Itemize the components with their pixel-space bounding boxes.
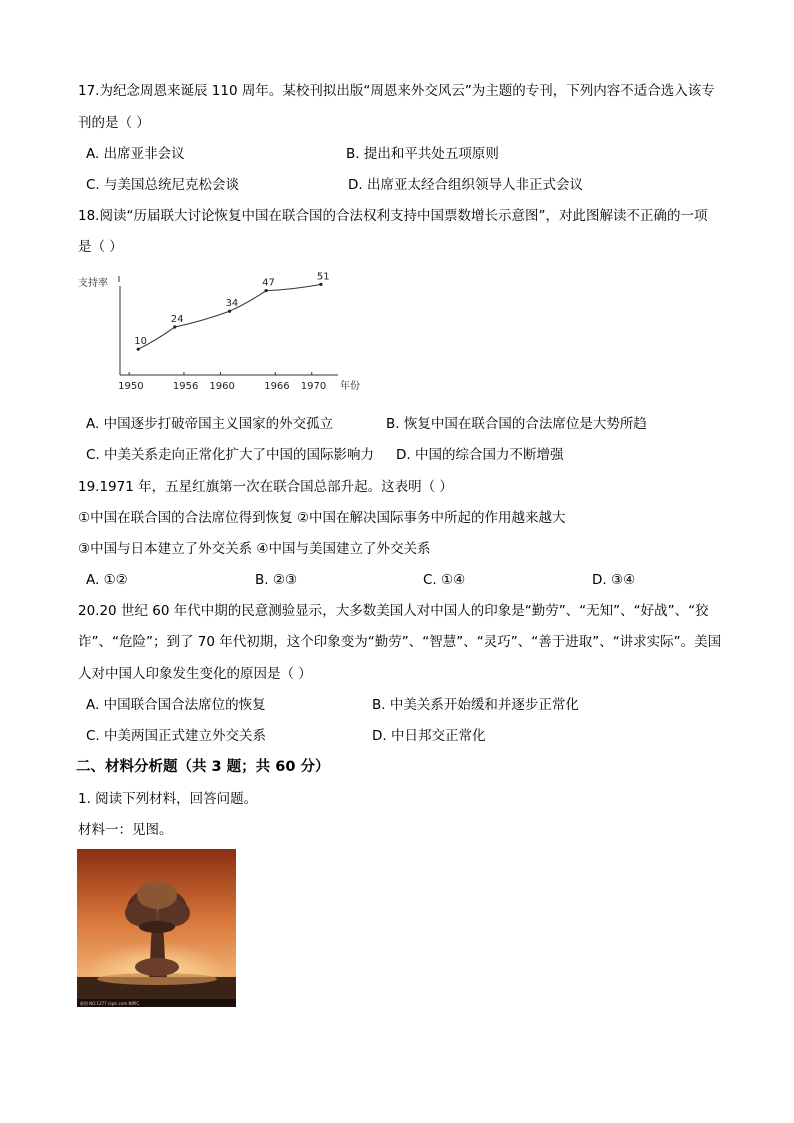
chart-ylabel: 支持率 [78, 278, 108, 289]
q18-option-a[interactable]: A. 中国逐步打破帝国主义国家的外交孤立 [86, 416, 334, 432]
x-tick-label: 1970 [300, 381, 327, 392]
photo-caption: 昵图 NO.1277 nipic.com NIPIC [80, 1001, 140, 1006]
q18-stem-line2: 是（ ） [78, 239, 123, 255]
section2-heading: 二、材料分析题（共 3 题；共 60 分） [76, 759, 330, 775]
q18-option-b[interactable]: B. 恢复中国在联合国的合法席位是大势所趋 [386, 416, 647, 432]
q17-option-c[interactable]: C. 与美国总统尼克松会谈 [86, 177, 240, 193]
data-point [173, 325, 176, 328]
data-label: 10 [134, 336, 147, 348]
q19-stem-line2: ①中国在联合国的合法席位得到恢复 ②中国在解决国际事务中所起的作用越来越大 [78, 510, 566, 526]
data-point [319, 283, 322, 286]
q19-stem-line1: 19.1971 年，五星红旗第一次在联合国总部升起。这表明（ ） [78, 479, 453, 495]
q17-option-b[interactable]: B. 提出和平共处五项原则 [346, 146, 499, 162]
q17-option-d[interactable]: D. 出席亚太经合组织领导人非正式会议 [348, 177, 583, 193]
support-vote-chart [78, 270, 378, 395]
data-point [137, 348, 140, 351]
chart-xlabel: 年份 [340, 381, 360, 392]
material1-label: 材料一：见图。 [78, 822, 173, 838]
q17-stem-line2: 刊的是（ ） [78, 115, 150, 131]
q19-option-c[interactable]: C. ①④ [423, 572, 466, 588]
x-tick-label: 1950 [118, 381, 144, 392]
x-tick-label: 1960 [209, 381, 235, 392]
data-label: 34 [225, 298, 239, 310]
q20-option-d[interactable]: D. 中日邦交正常化 [372, 728, 486, 744]
q20-option-b[interactable]: B. 中美关系开始缓和并逐步正常化 [372, 697, 579, 713]
data-label: 47 [262, 277, 275, 289]
data-point [228, 310, 231, 313]
section2-item1: 1. 阅读下列材料，回答问题。 [78, 791, 258, 807]
data-label: 24 [170, 314, 184, 326]
data-point [264, 289, 267, 292]
x-tick-label: 1956 [172, 381, 199, 392]
x-tick-label: 1966 [264, 381, 290, 392]
q20-option-a[interactable]: A. 中国联合国合法席位的恢复 [86, 697, 266, 713]
data-label: 51 [316, 271, 330, 283]
q19-stem-line3: ③中国与日本建立了外交关系 ④中国与美国建立了外交关系 [78, 541, 431, 557]
q20-stem-line1: 20.20 世纪 60 年代中期的民意测验显示，大多数美国人对中国人的印象是“勤劳”、“无知”、“好战”、“狡 [78, 603, 709, 619]
q18-option-d[interactable]: D. 中国的综合国力不断增强 [396, 447, 564, 463]
q17-stem-line1: 17.为纪念周恩来诞辰 110 周年。某校刊拟出版“周恩来外交风云”为主题的专刊，下列内容不适合选入该专 [78, 83, 715, 99]
q17-option-a[interactable]: A. 出席亚非会议 [86, 146, 185, 162]
q20-stem-line2: 诈”、“危险”；到了 70 年代初期，这个印象变为“勤劳”、“智慧”、“灵巧”、“善于进取”、“讲求实际”。美国 [78, 634, 722, 650]
q20-option-c[interactable]: C. 中美两国正式建立外交关系 [86, 728, 267, 744]
q19-option-a[interactable]: A. ①② [86, 572, 128, 588]
q19-option-d[interactable]: D. ③④ [592, 572, 636, 588]
chart-line-series [138, 284, 321, 349]
q19-option-b[interactable]: B. ②③ [255, 572, 298, 588]
q18-stem-line1: 18.阅读“历届联大讨论恢复中国在联合国的合法权利支持中国票数增长示意图”，对此图解读不正确的一项 [78, 208, 708, 224]
q18-option-c[interactable]: C. 中美关系走向正常化扩大了中国的国际影响力 [86, 447, 375, 463]
q20-stem-line3: 人对中国人印象发生变化的原因是（ ） [78, 666, 312, 682]
mushroom-cloud-photo [77, 849, 236, 1007]
